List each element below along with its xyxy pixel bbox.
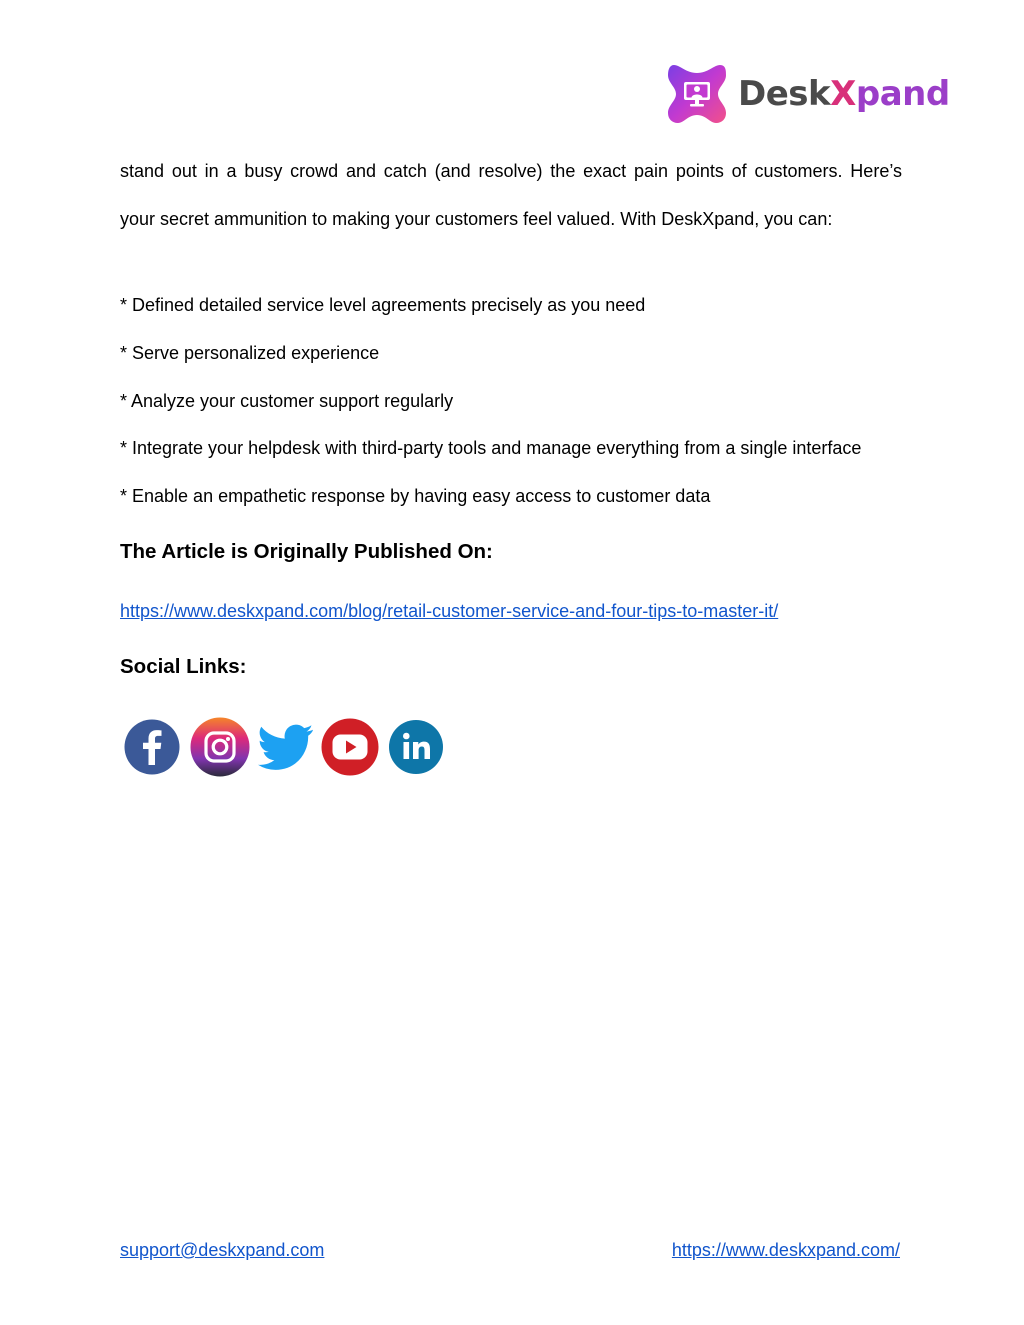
social-links — [123, 716, 444, 778]
twitter-icon[interactable] — [255, 719, 317, 775]
youtube-icon[interactable] — [320, 717, 380, 777]
brand-name-desk: Desk — [738, 74, 831, 114]
published-heading: The Article is Originally Published On: — [120, 540, 493, 563]
brand-name — [738, 74, 950, 114]
intro-line-2: your secret ammunition to making your customers feel valued. With DeskXpand, you can: — [120, 209, 833, 229]
facebook-icon[interactable] — [123, 717, 181, 777]
bullet-item: * Enable an empathetic response by having easy access to customer data — [120, 486, 711, 506]
brand-logo — [664, 60, 950, 128]
brand-name-pand: pand — [855, 74, 950, 114]
brand-name-x: X — [830, 74, 856, 114]
bullet-item: * Serve personalized experience — [120, 343, 380, 363]
footer-email-link[interactable]: support@deskxpand.com — [120, 1240, 325, 1260]
bullet-item: * Defined detailed service level agreements precisely as you need — [120, 295, 646, 315]
bullet-item: * Analyze your customer support regularly — [120, 391, 454, 411]
instagram-icon[interactable] — [187, 716, 253, 778]
deskxpand-logo-icon — [664, 61, 730, 127]
social-heading: Social Links: — [120, 655, 247, 678]
linkedin-icon[interactable] — [388, 719, 444, 775]
footer-website-link[interactable]: https://www.deskxpand.com/ — [671, 1240, 900, 1260]
article-url-link[interactable]: https://www.deskxpand.com/blog/retail-customer-service-and-four-tips-to-master-it/ — [120, 601, 779, 621]
intro-line-1: stand out in a busy crowd and catch (and resolve) the exact pain points of customers. Here’s — [120, 161, 902, 181]
bullet-item: * Integrate your helpdesk with third-party tools and manage everything from a single interface — [120, 438, 862, 458]
